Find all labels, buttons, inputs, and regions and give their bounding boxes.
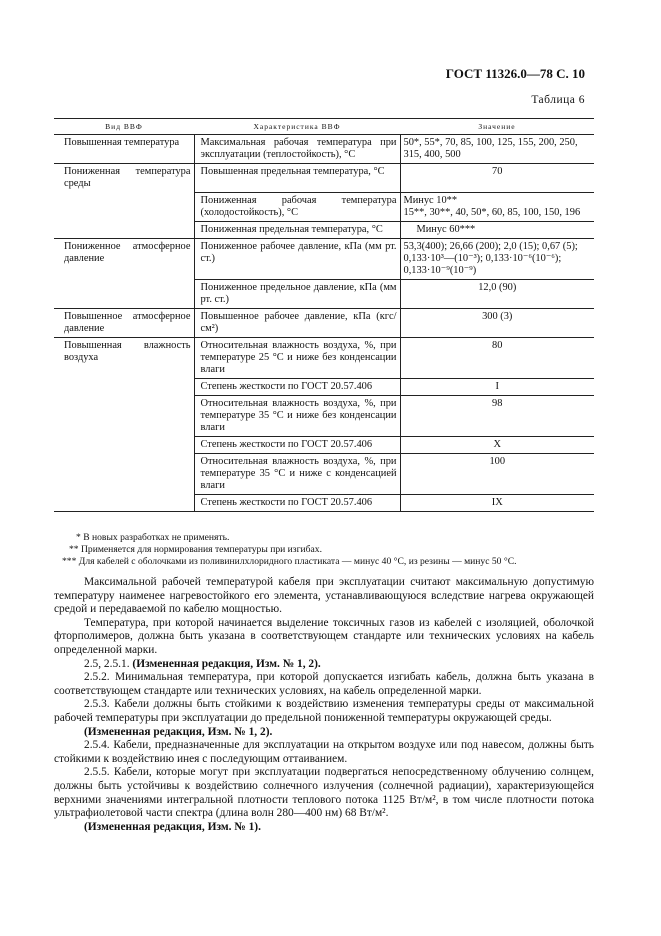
column-header-characteristic: Характеристика ВВФ [194,119,400,135]
paragraph: Максимальной рабочей температурой кабеля при эксплуатации считают максимальную допустимую температуру наименее нагревостойкого его элемента, устанавливающуюся вследствие нагрева окружающей средой и передаваемой по кабелю мощностью. [54,576,594,616]
table-row [54,135,594,164]
cell-value: 12,0 (90) [400,279,594,308]
table-row [54,436,594,453]
footnote: * В новых разработках не применять. [76,532,230,543]
cell-characteristic: Пониженная предельная температура, °С [194,221,400,238]
cell-characteristic: Повышенная предельная температура, °С [194,164,400,193]
table-row [54,395,594,436]
cell-value: 70 [400,164,594,193]
cell-characteristic: Пониженное предельное давление, кПа (мм рт. ст.) [194,279,400,308]
cell-characteristic: Степень жесткости по ГОСТ 20.57.406 [194,378,400,395]
value-line: 15**, 30**, 40, 50*, 60, 85, 100, 150, 196 [403,206,581,218]
cell-value: 98 [400,395,594,436]
paragraph [54,658,594,672]
table-header-row [54,119,594,135]
footnote: ** Применяется для нормирования температуры при изгибах. [69,544,322,555]
body-text [54,576,594,834]
table-row [54,337,594,378]
cell-value [400,238,594,279]
column-header-kind: Вид ВВФ [54,119,194,135]
cell-characteristic: Степень жесткости по ГОСТ 20.57.406 [194,436,400,453]
cell-kind: Повышенная влажность воздуха [54,337,194,378]
table-row [54,164,594,193]
amendment-note: (Измененная редакция, Изм. № 1, 2). [84,725,273,738]
cell-value: 50*, 55*, 70, 85, 100, 125, 155, 200, 250, 315, 400, 500 [400,135,594,164]
table-row [54,238,594,279]
cell-kind [54,436,194,453]
paragraph: 2.5.2. Минимальная температура, при которой допускается изгибать кабель, должна быть указана в соответствующем стандарте или технических условиях, на кабель определенной марки. [54,671,594,697]
value-line: Минус 10** [403,194,458,206]
cell-value: 80 [400,337,594,378]
cell-kind [54,192,194,221]
column-header-value: Значение [400,119,594,135]
value-line: 0,133·10³—(10⁻³); 0,133·10⁻⁶(10⁻⁶); [403,252,562,264]
cell-characteristic: Степень жесткости по ГОСТ 20.57.406 [194,494,400,511]
cell-value: Минус 60*** [400,221,594,238]
cell-kind [54,378,194,395]
cell-kind [54,279,194,308]
paragraph: 2.5.4. Кабели, предназначенные для эксплуатации на открытом воздухе или под навесом, должны быть стойкими к воздействию инея с последующим оттаиванием. [54,739,594,765]
cell-characteristic: Пониженное рабочее давление, кПа (мм рт. ст.) [194,238,400,279]
page-header: ГОСТ 11326.0—78 С. 10 [445,66,585,81]
table-6 [54,118,594,512]
cell-value: 300 (3) [400,308,594,337]
cell-characteristic: Повышенное рабочее давление, кПа (кгс/см²) [194,308,400,337]
cell-characteristic: Максимальная рабочая температура при эксплуатации (теплостойкость), °С [194,135,400,164]
table-row [54,378,594,395]
cell-kind [54,453,194,494]
cell-kind: Пониженное атмосферное давление [54,238,194,279]
cell-value [400,192,594,221]
table-row [54,279,594,308]
value-line: 53,3(400); 26,66 (200); 2,0 (15); 0,67 (5); [403,240,578,252]
footnote: *** Для кабелей с оболочками из поливинилхлоридного пластиката — минус 40 °С, из резины — минус 50 °С. [62,556,517,567]
cell-characteristic: Пониженная рабочая температура (холодостойкость), °С [194,192,400,221]
table-caption: Таблица 6 [531,94,585,106]
paragraph: 2.5.3. Кабели должны быть стойкими к воздействию изменения температуры среды от максимальной рабочей температуры при эксплуатации до предельной пониженной температуры окружающей среды. [54,698,594,724]
amendment-note: (Измененная редакция, Изм. № 1). [84,820,261,833]
cell-value: I [400,378,594,395]
table-row [54,221,594,238]
table-row [54,494,594,511]
cell-value: X [400,436,594,453]
cell-kind [54,494,194,511]
cell-kind [54,221,194,238]
table-row [54,308,594,337]
clause-number: 2.5, 2.5.1. [84,657,130,670]
cell-kind: Повышенное атмосферное давление [54,308,194,337]
value-line: 0,133·10⁻⁹(10⁻⁹) [403,264,477,276]
cell-value: IX [400,494,594,511]
paragraph: 2.5.5. Кабели, которые могут при эксплуатации подвергаться непосредственному облучению солнцем, должны быть устойчивы к воздействию солнечного излучения (солнечной радиации), характеризующейся верхними значениями интегральной плотности теплового потока 1125 Вт/м², в том числе плотности потока ультрафиолетовой части спектра (длина волн 280—400 нм) 68 Вт/м². [54,766,594,820]
cell-kind: Повышенная температура [54,135,194,164]
table-row [54,453,594,494]
cell-characteristic: Относительная влажность воздуха, %, при температуре 35 °С и ниже с конденсацией влаги [194,453,400,494]
cell-kind: Пониженная температура среды [54,164,194,193]
cell-kind [54,395,194,436]
table-row [54,192,594,221]
cell-characteristic: Относительная влажность воздуха, %, при температуре 35 °С и ниже без конденсации влаги [194,395,400,436]
paragraph: Температура, при которой начинается выделение токсичных газов из кабелей с изоляцией, оболочкой фторполимеров, должна быть указана в соответствующем стандарте или технических условиях на кабель определенной марки. [54,616,594,656]
amendment-note: (Измененная редакция, Изм. № 1, 2). [132,657,321,670]
cell-value: 100 [400,453,594,494]
cell-characteristic: Относительная влажность воздуха, %, при температуре 25 °С и ниже без конденсации влаги [194,337,400,378]
footnotes [54,532,594,568]
